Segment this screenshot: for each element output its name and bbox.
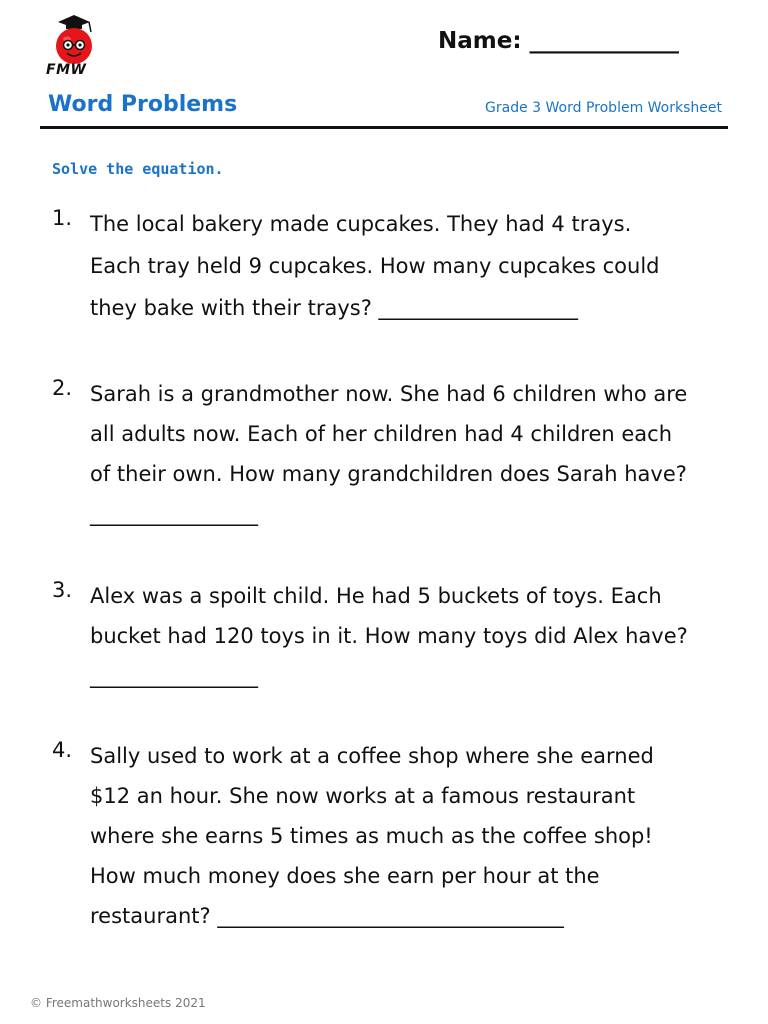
copyright-footer: © Freemathworksheets 2021 <box>30 996 206 1010</box>
problem-text-line: Each tray held 9 cupcakes. How many cupcakes could <box>90 254 660 278</box>
problem-text-line: Alex was a spoilt child. He had 5 buckets of toys. Each <box>90 584 662 608</box>
problem-number: 2. <box>52 376 73 400</box>
problem-text-line: where she earns 5 times as much as the coffee shop! <box>90 824 653 848</box>
problem-text-line: Sarah is a grandmother now. She had 6 children who are <box>90 382 688 406</box>
name-field[interactable]: Name: _____________ <box>438 28 680 54</box>
problem-number: 3. <box>52 578 73 602</box>
apple-with-graduation-cap-icon <box>44 12 104 68</box>
problem-answer-line[interactable]: ________________ <box>90 502 258 526</box>
problem-text-line: $12 an hour. She now works at a famous restaurant <box>90 784 636 808</box>
page-title: Word Problems <box>48 92 238 117</box>
problem-answer-line[interactable]: restaurant? _________________________________ <box>90 904 564 928</box>
problem-4 <box>52 738 742 938</box>
header-divider <box>40 126 728 129</box>
problem-text-line: Sally used to work at a coffee shop where she earned <box>90 744 654 768</box>
problem-text-line: of their own. How many grandchildren does Sarah have? <box>90 462 687 486</box>
page-subtitle: Grade 3 Word Problem Worksheet <box>485 100 722 116</box>
problem-text-line: bucket had 120 toys in it. How many toys did Alex have? <box>90 624 688 648</box>
problem-number: 4. <box>52 738 73 762</box>
problem-3 <box>52 578 742 698</box>
problem-number: 1. <box>52 206 73 230</box>
problem-text-line: all adults now. Each of her children had 4 children each <box>90 422 673 446</box>
problem-answer-line[interactable]: they bake with their trays? ___________________ <box>90 296 579 320</box>
problem-1 <box>52 206 742 332</box>
problem-text-line: How much money does she earn per hour at the <box>90 864 600 888</box>
problem-2 <box>52 376 742 536</box>
problem-answer-line[interactable]: ________________ <box>90 664 258 688</box>
instructions: Solve the equation. <box>52 160 224 178</box>
logo-text: FMW <box>46 62 87 78</box>
problem-text-line: The local bakery made cupcakes. They had 4 trays. <box>90 212 632 236</box>
